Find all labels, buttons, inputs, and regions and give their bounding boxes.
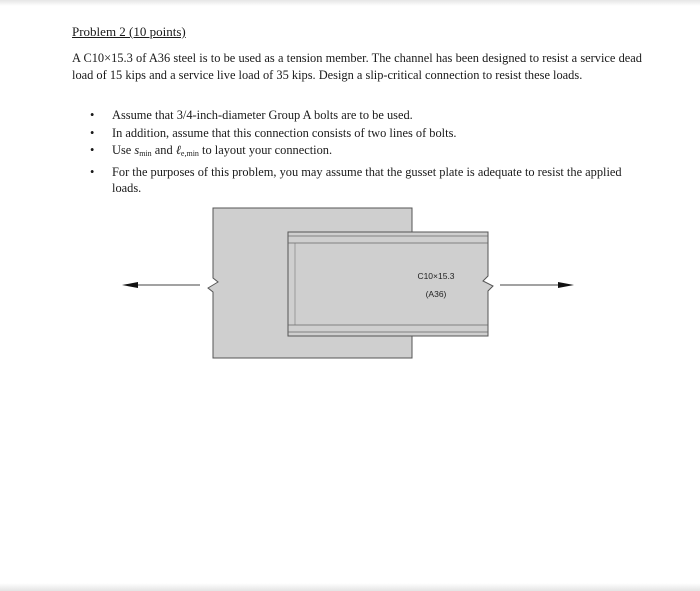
- member-designation-label: C10×15.3: [417, 271, 455, 281]
- list-item-text-suffix: to layout your connection.: [198, 143, 333, 157]
- right-arrow-icon: [558, 282, 574, 288]
- left-arrow-icon: [122, 282, 138, 288]
- le-min-symbol: ℓ: [175, 143, 181, 157]
- list-item-text: For the purposes of this problem, you may assume that the gusset plate is adequate to resist the applied loads.: [112, 164, 622, 195]
- s-min-symbol: s: [134, 143, 140, 157]
- member-material-label: (A36): [425, 289, 447, 299]
- list-item-text-prefix: Use: [112, 143, 135, 157]
- problem-statement: A C10×15.3 of A36 steel is to be used as a tension member. The channel has been designed to resist a service dead load of 15 kips and a service live load of 35 kips. Design a slip-critical connection to resist these loads.: [72, 51, 642, 82]
- bullet-icon: •: [90, 108, 95, 122]
- bullet-icon: •: [90, 164, 95, 179]
- s-min-subscript: min: [139, 149, 152, 158]
- bullet-icon: •: [90, 125, 95, 140]
- page-bottom-shadow: [0, 583, 700, 591]
- bullet-icon: •: [90, 143, 95, 157]
- problem-heading: Problem 2 (10 points): [72, 24, 186, 39]
- le-min-subscript: e,min: [180, 149, 199, 158]
- list-item-text: In addition, assume that this connection consists of two lines of bolts.: [112, 125, 457, 140]
- channel-member: [288, 232, 493, 336]
- list-item-text: Assume that 3/4-inch-diameter Group A bolts are to be used.: [112, 108, 413, 122]
- list-item-text-middle: and: [151, 143, 176, 157]
